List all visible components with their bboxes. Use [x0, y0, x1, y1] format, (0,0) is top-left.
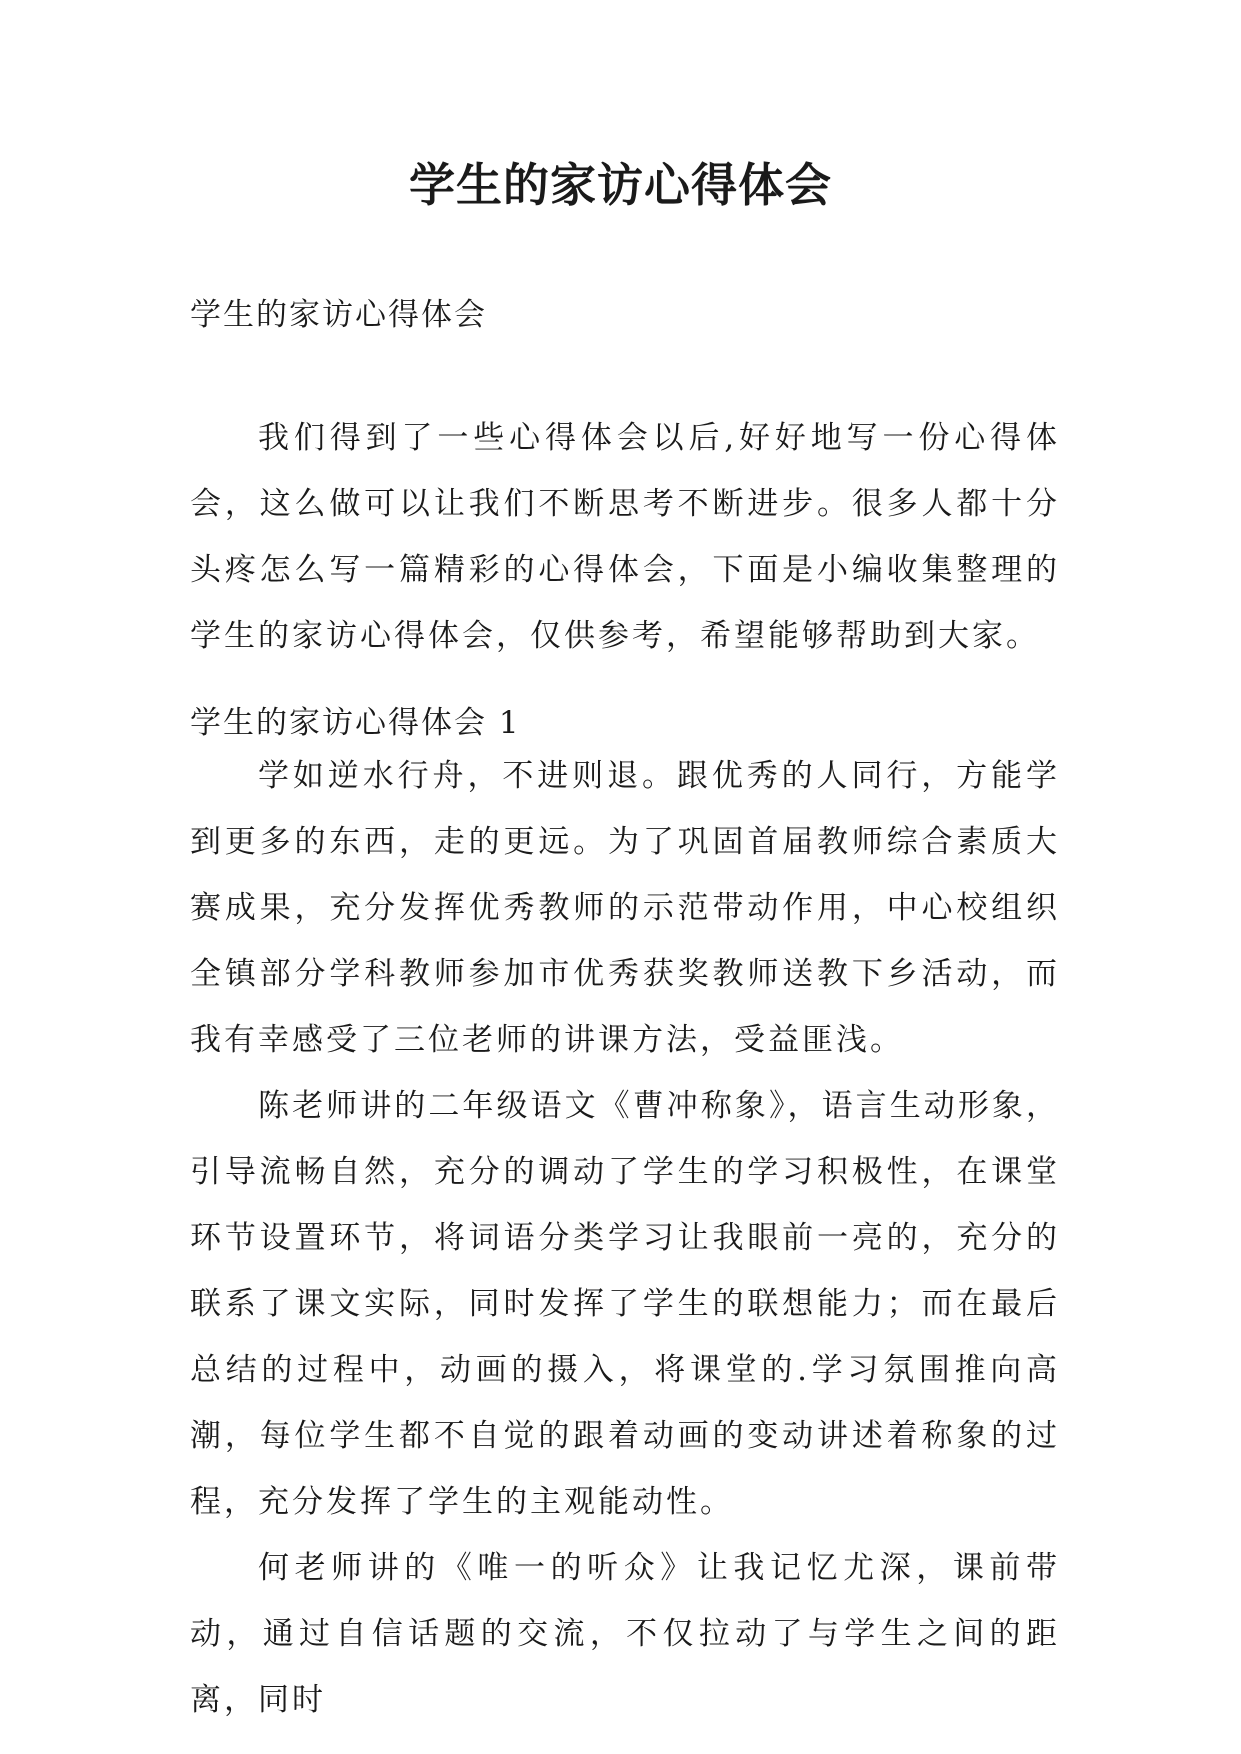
intro-paragraph: 我们得到了一些心得体会以后,好好地写一份心得体会，这么做可以让我们不断思考不断进步。很多人都十分头疼怎么写一篇精彩的心得体会，下面是小编收集整理的学生的家访心得体会，仅供参考，希望能够帮助到大家。	[190, 420, 1060, 654]
body-paragraph-1: 学如逆水行舟，不进则退。跟优秀的人同行，方能学到更多的东西，走的更远。为了巩固首届教师综合素质大赛成果，充分发挥优秀教师的示范带动作用，中心校组织全镇部分学科教师参加市优秀获奖教师送教下乡活动，而我有幸感受了三位老师的讲课方法，受益匪浅。	[190, 758, 1060, 1058]
intro-block	[190, 405, 1060, 669]
document-subtitle: 学生的家访心得体会	[190, 297, 487, 333]
section-heading: 学生的家访心得体会 1	[190, 705, 521, 741]
body-paragraph-3: 何老师讲的《唯一的听众》让我记忆尤深，课前带动，通过自信话题的交流，不仅拉动了与学生之间的距离，同时	[190, 1550, 1060, 1718]
document-title: 学生的家访心得体会	[409, 158, 832, 212]
body-paragraph-2: 陈老师讲的二年级语文《曹冲称象》，语言生动形象，引导流畅自然，充分的调动了学生的学习积极性，在课堂环节设置环节，将词语分类学习让我眼前一亮的，充分的联系了课文实际，同时发挥了学生的联想能力；而在最后总结的过程中，动画的摄入，将课堂的.学习氛围推向高潮，每位学生都不自觉的跟着动画的变动讲述着称象的过程，充分发挥了学生的主观能动性。	[190, 1088, 1060, 1520]
section-body	[190, 743, 1060, 1733]
